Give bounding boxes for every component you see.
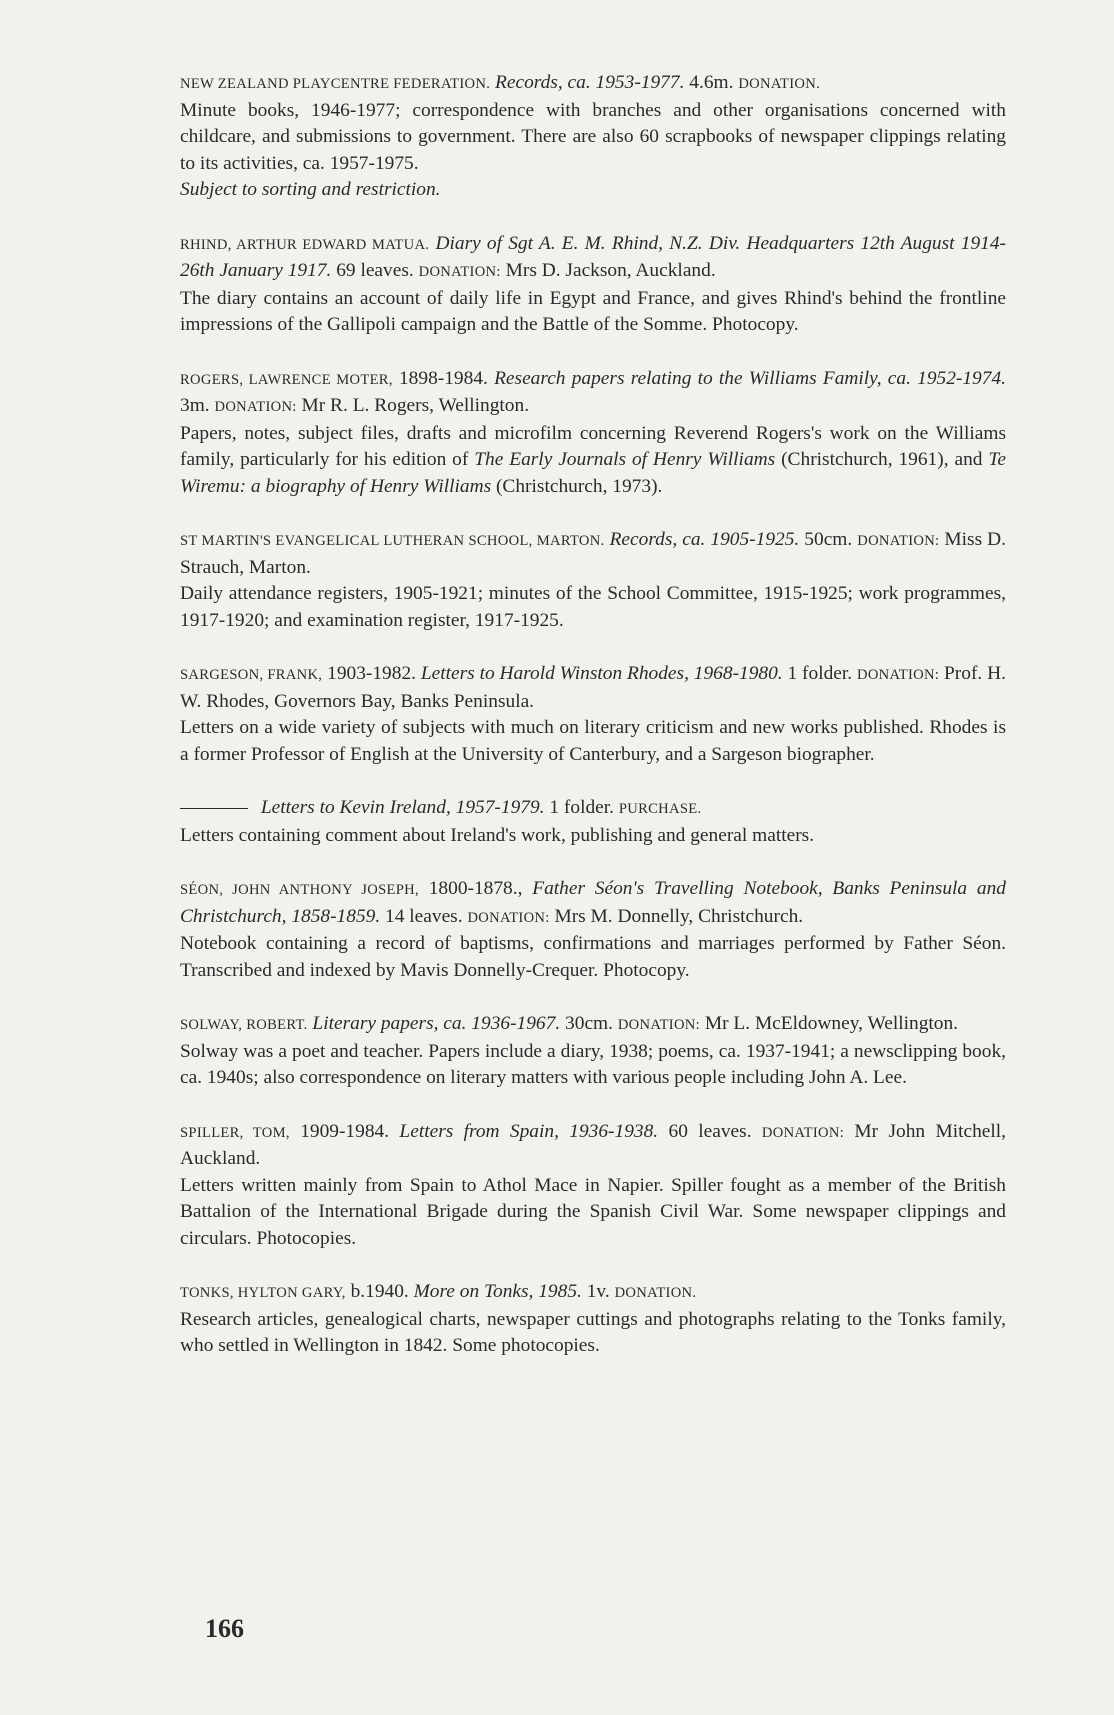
entry-title: Diary of Sgt A. E. M. Rhind, N.Z. Div. Headquarters 12th August 1914-26th January 1917. — [180, 232, 1007, 281]
entry-heading — [180, 366, 1006, 421]
entry-extent: 69 leaves. — [336, 260, 414, 281]
entry-name: SARGESON, FRANK, — [180, 667, 323, 683]
subentry-extent: 1 folder. — [549, 797, 614, 818]
entry-title: More on Tonks, 1985. — [413, 1281, 582, 1302]
entry-description: The diary contains an account of daily life in Egypt and France, and gives Rhind's behind the frontline impressions of the Gallipoli campaign and the Battle of the Somme. Photocopy. — [180, 287, 1006, 335]
catalogue-entry — [180, 1119, 1006, 1253]
entry-source-label: DONATION: — [214, 399, 297, 415]
entry-name: SÉON, JOHN ANTHONY JOSEPH, — [180, 882, 419, 898]
entry-description: Daily attendance registers, 1905-1921; minutes of the School Committee, 1915-1925; work programmes, 1917-1920; and examination register, 1917-1925. — [180, 583, 1006, 631]
entry-name: RHIND, ARTHUR EDWARD MATUA. — [180, 236, 430, 253]
entry-heading — [180, 661, 1006, 715]
entry-heading — [180, 1119, 1006, 1173]
entry-source: Mr R. L. Rogers, Wellington. — [301, 395, 530, 416]
entry-dates: b.1940. — [350, 1281, 409, 1302]
subentry-title: Letters to Kevin Ireland, 1957-1979. — [260, 797, 545, 818]
entry-name: SOLWAY, ROBERT. — [180, 1017, 308, 1033]
entry-name: TONKS, HYLTON GARY, — [180, 1285, 346, 1301]
entry-source-label: DONATION: — [617, 1017, 700, 1033]
catalogue-entry — [180, 70, 1006, 204]
entry-title: Records, ca. 1953-1977. — [495, 72, 685, 93]
description-text: (Christchurch, 1961), and — [775, 449, 989, 470]
entry-dates: 1903-1982. — [327, 663, 416, 684]
entry-source-label: DONATION: — [418, 264, 501, 280]
entry-description: Solway was a poet and teacher. Papers include a diary, 1938; poems, ca. 1937-1941; a newsclipping book, ca. 1940s; also correspondence on literary matters with various people including John A. Lee. — [180, 1040, 1006, 1088]
entry-source: Mrs M. Donnelly, Christchurch. — [554, 905, 804, 927]
entry-heading — [180, 527, 1006, 581]
entry-extent: 1 folder. — [787, 663, 853, 684]
entry-source: Mrs D. Jackson, Auckland. — [505, 260, 716, 281]
catalogue-entry — [180, 366, 1006, 501]
entry-title: Letters to Harold Winston Rhodes, 1968-1980. — [420, 663, 783, 684]
subentry-description: Letters containing comment about Ireland's work, publishing and general matters. — [180, 824, 815, 846]
cited-work-title: Te Wiremu: a biography of Henry Williams — [180, 449, 1006, 497]
entry-description — [180, 421, 1006, 501]
entry-source: Mr L. McEldowney, Wellington. — [704, 1013, 959, 1034]
ditto-dash — [180, 808, 248, 809]
entry-heading — [180, 1279, 1006, 1307]
entry-title: Research papers relating to the Williams Family, ca. 1952-1974. — [494, 367, 1006, 389]
entry-extent: 50cm. — [804, 529, 853, 550]
cited-work-title: The Early Journals of Henry Williams — [474, 449, 776, 470]
subentry-heading — [180, 795, 1006, 823]
entry-description: Notebook containing a record of baptisms, confirmations and marriages performed by Father Séon. Transcribed and indexed by Mavis Donnelly-Crequer. Photocopy. — [180, 933, 1006, 981]
entry-source-label: DONATION. — [614, 1285, 697, 1301]
catalogue-entry — [180, 1011, 1006, 1092]
entry-dates: 1898-1984. — [398, 367, 488, 389]
page-number: 166 — [205, 1614, 244, 1643]
entry-description: Minute books, 1946-1977; correspondence with branches and other organisations concerned with childcare, and submissions to government. There are also 60 scrapbooks of newspaper clippings relating to its activities, ca. 1957-1975. — [180, 99, 1006, 174]
entry-extent: 3m. — [180, 395, 210, 416]
entry-extent: 30cm. — [565, 1013, 613, 1034]
entry-heading — [180, 231, 1006, 286]
entry-title: Literary papers, ca. 1936-1967. — [312, 1013, 561, 1034]
entry-heading — [180, 70, 1006, 98]
entry-source: Prof. H. W. Rhodes, Governors Bay, Banks Peninsula. — [180, 663, 1006, 712]
entry-title: Records, ca. 1905-1925. — [609, 529, 800, 550]
entry-description: Letters on a wide variety of subjects with much on literary criticism and new works published. Rhodes is a former Professor of English at the University of Canterbury, and a Sargeson biographer. — [180, 717, 1006, 765]
entry-source-label: DONATION. — [738, 76, 821, 92]
entry-extent: 60 leaves. — [668, 1120, 752, 1142]
entry-description: Letters written mainly from Spain to Athol Mace in Napier. Spiller fought as a member of the British Battalion of the International Brigade during the Spanish Civil War. Some newspaper clippings and circulars. Photocopies. — [180, 1174, 1006, 1249]
entries-list — [180, 70, 1006, 1387]
entry-heading — [180, 876, 1006, 931]
catalogue-entry — [180, 527, 1006, 634]
entry-source: Miss D. Strauch, Marton. — [180, 529, 1006, 578]
entry-source-label: DONATION: — [857, 667, 940, 683]
entry-name: SPILLER, TOM, — [180, 1124, 290, 1141]
entry-source-label: DONATION: — [857, 533, 940, 549]
description-text: Papers, notes, subject files, drafts and microfilm concerning Reverend Rogers's work on the Williams family, particularly for his edition of — [180, 422, 1006, 470]
entry-note: Subject to sorting and restriction. — [180, 179, 441, 200]
entry-title: Father Séon's Travelling Notebook, Banks Peninsula and Christchurch, 1858-1859. — [180, 878, 1006, 927]
entry-name: NEW ZEALAND PLAYCENTRE FEDERATION. — [180, 76, 491, 92]
catalogue-entry — [180, 231, 1006, 339]
entry-extent: 4.6m. — [689, 72, 734, 93]
entry-name: ST MARTIN'S EVANGELICAL LUTHERAN SCHOOL, MARTON. — [180, 533, 605, 549]
entry-source-label: DONATION: — [761, 1124, 845, 1141]
entry-dates: 1800-1878., — [428, 878, 523, 899]
entry-dates: 1909-1984. — [300, 1120, 390, 1142]
description-text: (Christchurch, 1973). — [491, 475, 663, 497]
catalogue-entry — [180, 661, 1006, 849]
entry-extent: 14 leaves. — [385, 905, 463, 927]
entry-description: Research articles, genealogical charts, newspaper cuttings and photographs relating to the Tonks family, who settled in Wellington in 1842. Some photocopies. — [180, 1308, 1006, 1356]
catalogue-entry — [180, 876, 1006, 984]
entry-source-label: DONATION: — [467, 909, 550, 926]
catalogue-entry — [180, 1279, 1006, 1360]
subentry-source-label: PURCHASE. — [618, 801, 702, 817]
entry-source: Mr John Mitchell, Auckland. — [180, 1120, 1006, 1169]
entry-title: Letters from Spain, 1936-1938. — [399, 1120, 659, 1142]
entry-heading — [180, 1011, 1006, 1039]
entry-extent: 1v. — [586, 1281, 610, 1302]
entry-name: ROGERS, LAWRENCE MOTER, — [180, 371, 393, 388]
